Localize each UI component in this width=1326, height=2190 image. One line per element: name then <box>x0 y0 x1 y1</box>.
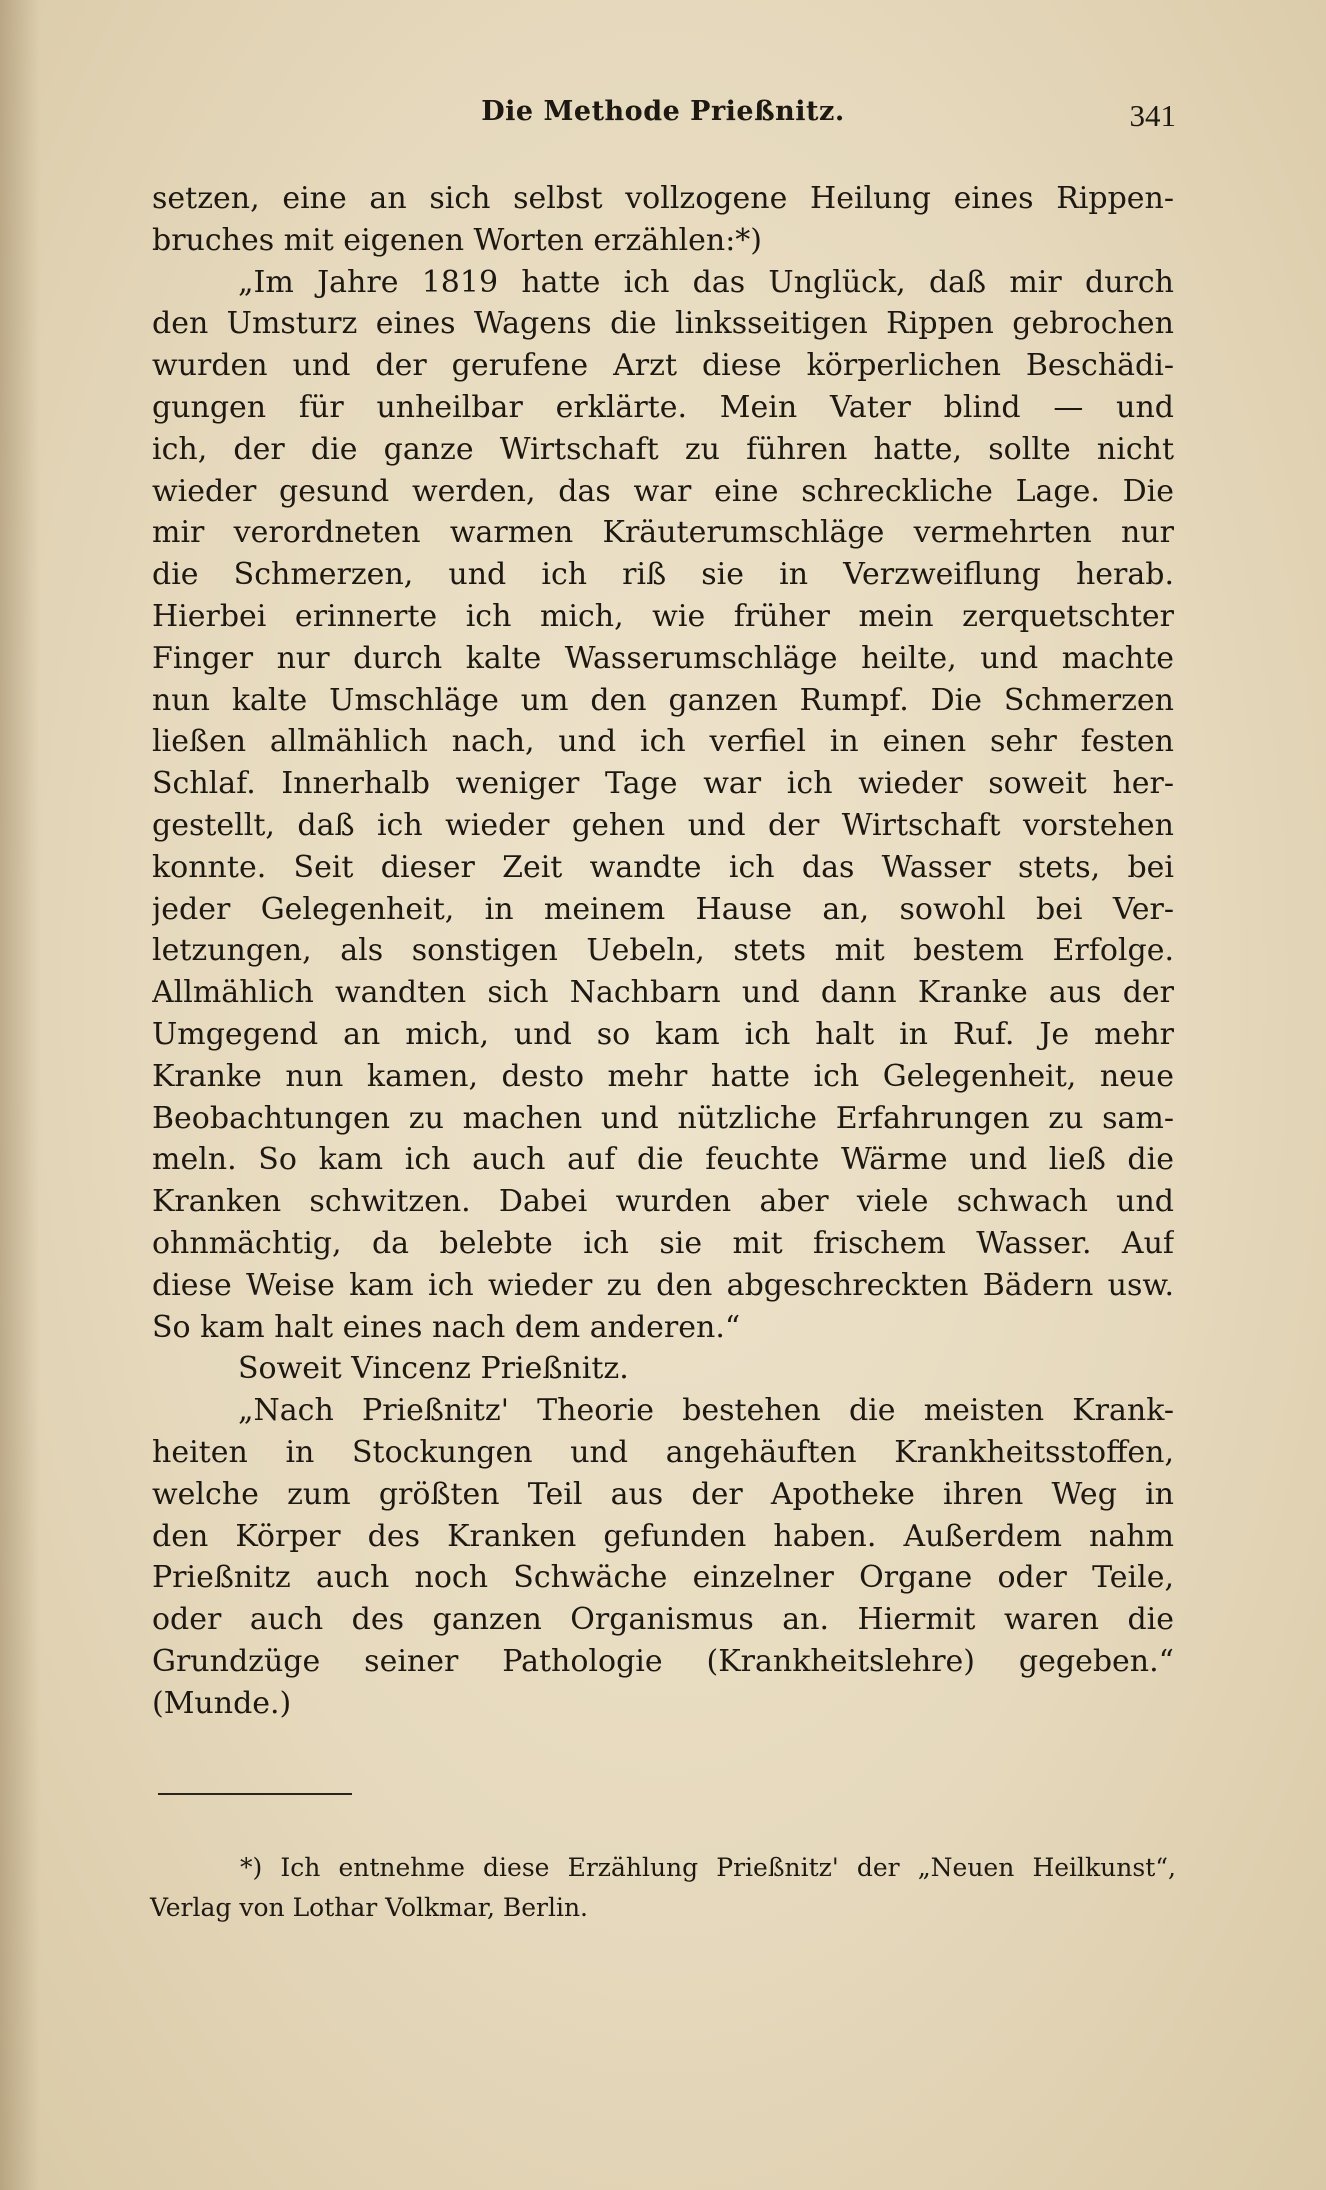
text-line: konnte. Seit dieser Zeit wandte ich das Wasser stets, bei <box>152 849 1174 885</box>
footnote <box>150 1848 1176 1928</box>
text-line: Schlaf. Innerhalb weniger Tage war ich wieder soweit her- <box>152 766 1174 802</box>
text-line: „Nach Prießnitz' Theorie bestehen die meisten Krank- <box>238 1393 1174 1429</box>
text-line: ließen allmählich nach, und ich verfiel in einen sehr festen <box>152 724 1174 760</box>
page-number: 341 <box>1129 98 1176 133</box>
text-line: meln. So kam ich auch auf die feuchte Wärme und ließ die <box>152 1142 1174 1178</box>
text-line: mir verordneten warmen Kräuterumschläge vermehrten nur <box>152 515 1174 551</box>
text-line: setzen, eine an sich selbst vollzogene Heilung eines Rippen- <box>152 181 1174 216</box>
text-line: Beobachtungen zu machen und nützliche Erfahrungen zu sam- <box>152 1100 1174 1136</box>
text-line: den Umsturz eines Wagens die linksseitigen Rippen gebrochen <box>152 306 1174 342</box>
text-line: welche zum größten Teil aus der Apotheke ihren Weg in <box>152 1476 1174 1512</box>
footnote-line: Verlag von Lothar Volkmar, Berlin. <box>150 1893 589 1922</box>
text-line: Finger nur durch kalte Wasserumschläge heilte, und machte <box>152 640 1174 676</box>
text-line: (Munde.) <box>152 1685 292 1721</box>
text-line: wieder gesund werden, das war eine schreckliche Lage. Die <box>152 473 1174 509</box>
text-line: Kranke nun kamen, desto mehr hatte ich Gelegenheit, neue <box>152 1058 1174 1094</box>
text-line: ohnmächtig, da belebte ich sie mit frischem Wasser. Auf <box>152 1225 1174 1261</box>
text-line: bruches mit eigenen Worten erzählen:*) <box>152 222 763 258</box>
text-line: „Im Jahre 1819 hatte ich das Unglück, daß mir durch <box>238 264 1174 300</box>
running-title: Die Methode Prießnitz. <box>481 96 845 127</box>
text-line: Allmählich wandten sich Nachbarn und dann Kranke aus der <box>152 975 1174 1011</box>
footnote-line: *) Ich entnehme diese Erzählung Prießnitz' der „Neuen Heilkunst“, <box>240 1853 1176 1882</box>
text-line: Prießnitz auch noch Schwäche einzelner Organe oder Teile, <box>152 1560 1174 1596</box>
text-line: Grundzüge seiner Pathologie (Krankheitslehre) gegeben.“ <box>152 1643 1174 1679</box>
text-line: Hierbei erinnerte ich mich, wie früher mein zerquetschter <box>152 598 1174 634</box>
text-line: gestellt, daß ich wieder gehen und der Wirtschaft vorstehen <box>152 807 1174 843</box>
text-line: den Körper des Kranken gefunden haben. Außerdem nahm <box>152 1518 1174 1554</box>
footnote-divider <box>158 1793 352 1795</box>
text-line: ich, der die ganze Wirtschaft zu führen hatte, sollte nicht <box>152 431 1174 467</box>
text-line: jeder Gelegenheit, in meinem Hause an, sowohl bei Ver- <box>152 891 1174 927</box>
text-line: die Schmerzen, und ich riß sie in Verzweiflung herab. <box>152 557 1174 593</box>
running-head <box>150 96 1176 140</box>
text-line: wurden und der gerufene Arzt diese körperlichen Beschädi- <box>152 348 1174 384</box>
body-text <box>152 178 1174 1724</box>
text-line: heiten in Stockungen und angehäuften Krankheitsstoffen, <box>152 1434 1174 1470</box>
text-line: Kranken schwitzen. Dabei wurden aber viele schwach und <box>152 1184 1174 1220</box>
text-line: nun kalte Umschläge um den ganzen Rumpf. Die Schmerzen <box>152 682 1174 718</box>
text-line: oder auch des ganzen Organismus an. Hiermit waren die <box>152 1602 1174 1638</box>
text-line: gungen für unheilbar erklärte. Mein Vater blind — und <box>152 389 1174 425</box>
text-line: letzungen, als sonstigen Uebeln, stets mit bestem Erfolge. <box>152 933 1174 969</box>
text-line: Umgegend an mich, und so kam ich halt in Ruf. Je mehr <box>152 1016 1174 1052</box>
text-line: Soweit Vincenz Prießnitz. <box>238 1351 629 1387</box>
text-line: So kam halt eines nach dem anderen.“ <box>152 1309 741 1345</box>
text-line: diese Weise kam ich wieder zu den abgeschreckten Bädern usw. <box>152 1267 1174 1303</box>
